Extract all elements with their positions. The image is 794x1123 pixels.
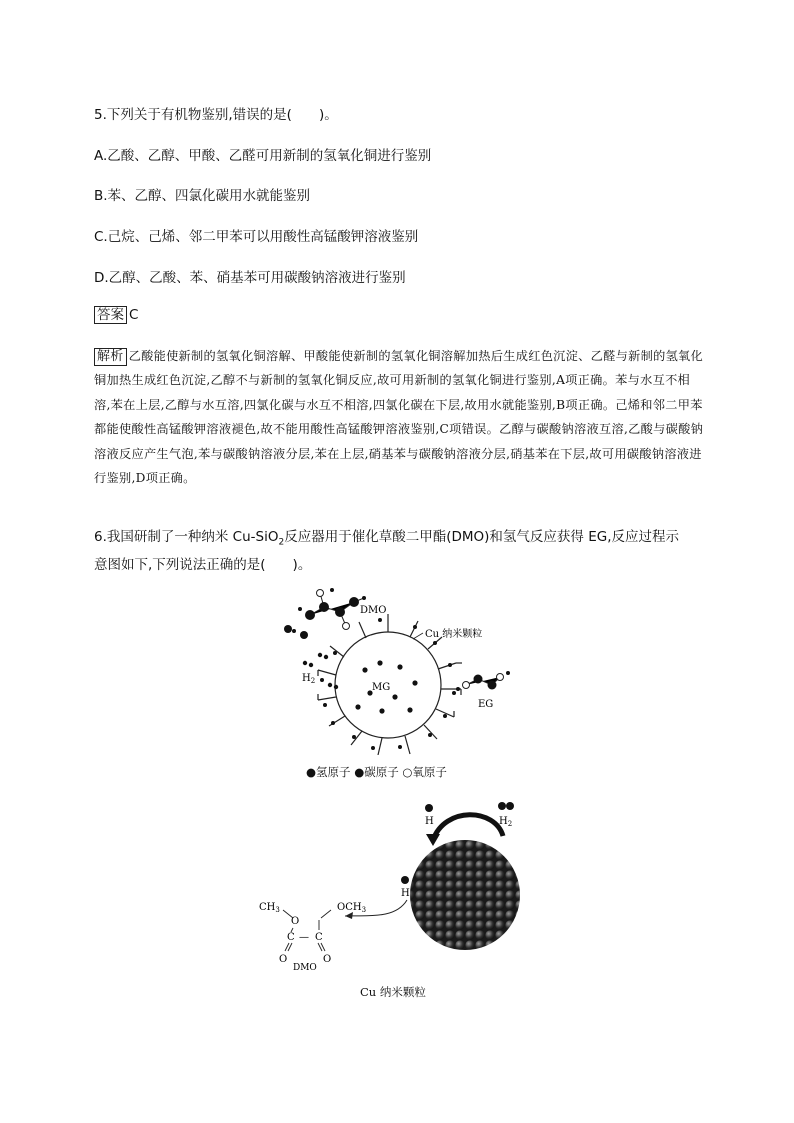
svg-text:—: — — [299, 932, 309, 943]
q5-option-b: B.苯、乙醇、四氯化碳用水就能鉴别 — [94, 188, 311, 204]
eg-molecule — [456, 671, 510, 691]
label-mg: MG — [372, 682, 391, 693]
atom-legend: ●氢原子 ●碳原子 ○氧原子 — [306, 765, 447, 779]
q6-stem-line2: 意图如下,下列说法正确的是( )。 — [94, 557, 312, 573]
h2-dissociation-arrow — [433, 815, 503, 840]
q6-stem-part1: 6.我国研制了一种纳米 Cu-SiO — [94, 529, 279, 545]
svg-text:OCH3: $OCH_3$ — [337, 902, 367, 914]
analysis-paragraph — [94, 344, 704, 490]
svg-text:O: O — [279, 954, 288, 965]
label-h-mid: H — [401, 888, 410, 899]
q5-option-a: A.乙酸、乙醇、甲酸、乙醛可用新制的氢氧化铜进行鉴别 — [94, 148, 432, 164]
q6-stem-line1 — [94, 525, 679, 548]
q5-option-c: C.己烷、己烯、邻二甲苯可以用酸性高锰酸钾溶液鉴别 — [94, 229, 419, 245]
label-h2: $H_2$ — [302, 673, 316, 685]
q6-stem-part2: 反应器用于催化草酸二甲酯(DMO)和氢气反应获得 EG,反应过程示 — [284, 529, 679, 545]
svg-text:C: C — [287, 932, 295, 943]
dmo-molecule — [284, 588, 366, 639]
answer-tag: 答案 — [94, 306, 127, 324]
answer-row — [94, 306, 138, 324]
label-cu-particle: Cu 纳米颗粒 — [425, 629, 483, 640]
svg-text:DMO: DMO — [293, 963, 317, 970]
dmo-structure — [259, 902, 366, 970]
analysis-tag: 解析 — [94, 348, 127, 366]
q5-stem: 5.下列关于有机物鉴别,错误的是( )。 — [94, 107, 338, 123]
dmo-hydrogenation-diagram — [255, 800, 535, 970]
label-h-top: H — [425, 816, 434, 827]
label-eg: EG — [478, 699, 494, 710]
answer-value: C — [129, 307, 139, 323]
q6-stem-sub: 2 — [278, 537, 285, 548]
svg-text:O: O — [323, 954, 332, 965]
analysis-text: 乙酸能使新制的氢氧化铜溶解、甲酸能使新制的氢氧化铜溶解加热后生成红色沉淀、乙醛与新制的氢氧化铜加热生成红色沉淀,乙醇不与新制的氢氧化铜反应,故可用新制的氢氧化铜进行鉴别,A项正确。苯与水互不相溶,苯在上层,乙醇与水互溶,四氯化碳与水互不相溶,四氯化碳在下层,故用水就能鉴别,B项正确。己烯和邻二甲苯都能使酸性高锰酸钾溶液褪色,故不能用酸性高锰酸钾溶液鉴别,C项错误。乙醇与碳酸钠溶液互溶,乙酸与碳酸钠溶液反应产生气泡,苯与碳酸钠溶液分层,苯在上层,硝基苯与碳酸钠溶液分层,硝基苯在下层,故可用碳酸钠溶液进行鉴别,D项正确。 — [94, 349, 704, 486]
cu-caption: Cu 纳米颗粒 — [360, 985, 426, 999]
label-dmo: DMO — [360, 605, 387, 616]
label-h2-top: $H_2$ — [499, 816, 513, 828]
q5-option-d: D.乙醇、乙酸、苯、硝基苯可用碳酸钠溶液进行鉴别 — [94, 270, 406, 286]
cu-nanoparticle — [410, 840, 520, 950]
svg-text:O: O — [291, 916, 300, 927]
svg-text:CH3: $CH_3$ — [259, 902, 280, 914]
reactor-diagram — [270, 585, 510, 755]
svg-text:C: C — [315, 932, 323, 943]
